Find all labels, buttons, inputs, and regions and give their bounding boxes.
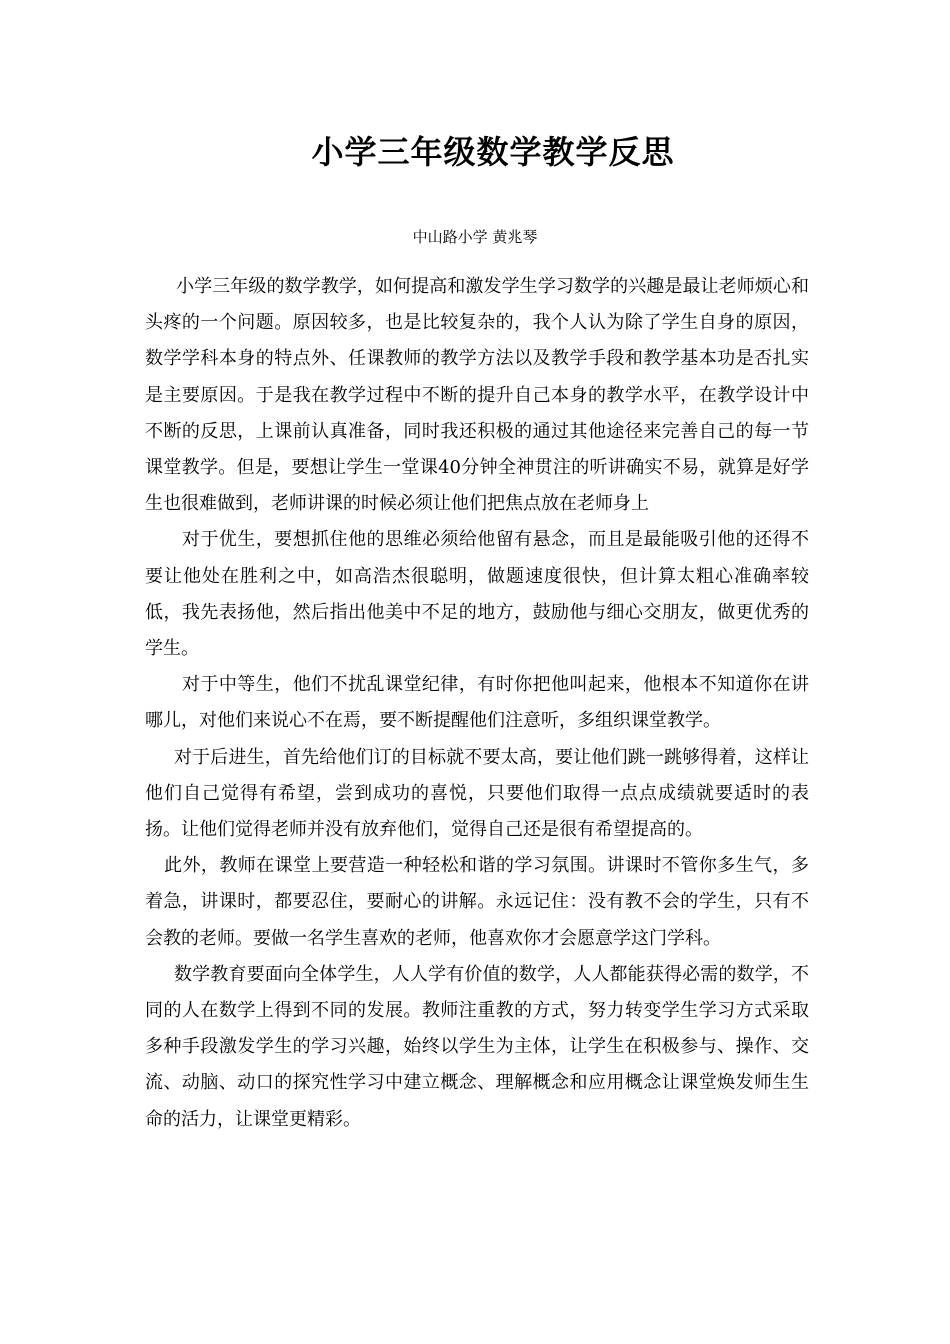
paragraph-classroom-atmosphere: 此外，教师在课堂上要营造一种轻松和谐的学习氛围。讲课时不管你多生气，多着急，讲课时，都要忍住，要耐心的讲解。永远记住：没有教不会的学生，只有不会教的老师。要做一名学生喜欢的老师，他喜欢你才会愿意学这门学科。 (145, 855, 809, 949)
document-body (145, 269, 809, 1138)
paragraph-math-education: 数学教育要面向全体学生，人人学有价值的数学，人人都能获得必需的数学，不同的人在数学上得到不同的发展。教师注重教的方式，努力转变学生学习方式采取多种手段激发学生的学习兴趣，始终以学生为主体，让学生在积极参与、操作、交流、动脑、动口的探究性学习中建立概念、理解概念和应用概念让课堂焕发师生生命的活力，让课堂更精彩。 (145, 963, 809, 1130)
document-title: 小学三年级数学教学反思 (311, 133, 675, 171)
paragraph-intro: 小学三年级的数学教学，如何提高和激发学生学习数学的兴趣是最让老师烦心和头疼的一个问题。原因较多，也是比较复杂的，我个人认为除了学生自身的原因，数学学科本身的特点外、任课教师的教学方法以及教学手段和教学基本功是否扎实是主要原因。于是我在教学过程中不断的提升自己本身的教学水平，在教学设计中不断的反思，上课前认真准备，同时我还积极的通过其他途径来完善自己的每一节课堂教学。但是，要想让学生一堂课40分钟全神贯注的听讲确实不易，就算是好学生也很难做到，老师讲课的时候必须让他们把焦点放在老师身上 (145, 276, 809, 515)
paragraph-struggling-students: 对于后进生，首先给他们订的目标就不要太高，要让他们跳一跳够得着，这样让他们自己觉得有希望，尝到成功的喜悦，只要他们取得一点点成绩就要适时的表扬。让他们觉得老师并没有放弃他们，觉得自己还是很有希望提高的。 (145, 746, 809, 841)
paragraph-average-students: 对于中等生，他们不扰乱课堂纪律，有时你把他叫起来，他根本不知道你在讲哪儿，对他们来说心不在焉，要不断提醒他们注意听，多组织课堂教学。 (145, 674, 809, 732)
author-byline: 中山路小学 黄兆琴 (412, 228, 538, 246)
paragraph-top-students: 对于优生，要想抓住他的思维必须给他留有悬念，而且是最能吸引他的还得不要让他处在胜利之中，如高浩杰很聪明，做题速度很快，但计算太粗心准确率较低，我先表扬他，然后指出他美中不足的地方，鼓励他与细心交朋友，做更优秀的学生。 (145, 529, 809, 660)
